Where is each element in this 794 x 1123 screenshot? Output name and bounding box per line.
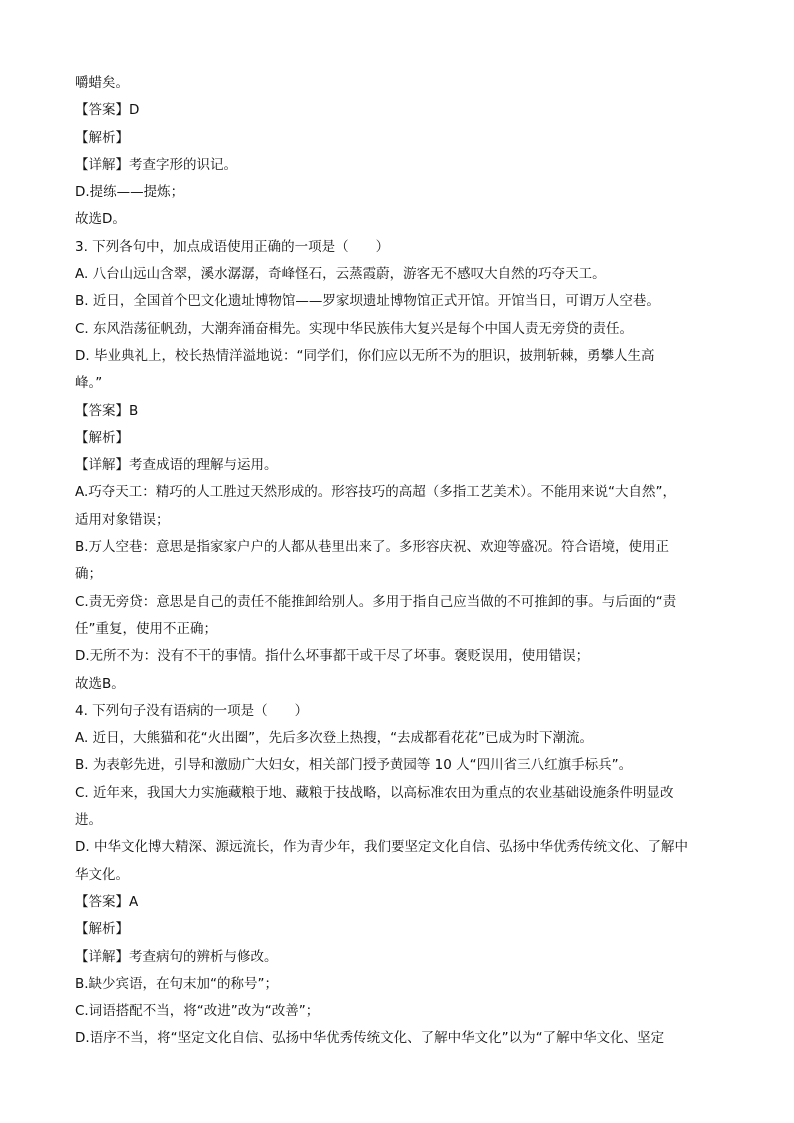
explain-4d: D.语序不当，将“坚定文化自信、弘扬中华优秀传统文化、了解中华文化”以为“了解中华文化、坚定 — [75, 1030, 665, 1047]
question-3-option-c: C. 东风浩荡征帆劲，大潮奔涌奋楫先。实现中华民族伟大复兴是每个中国人责无旁贷的责任。 — [75, 320, 634, 337]
question-3-option-d: D. 毕业典礼上，校长热情洋溢地说：“同学们，你们应以无所不为的胆识，披荆斩棘，勇攀人生高 — [75, 347, 655, 364]
question-4-option-d: D. 中华文化博大精深、源远流长，作为青少年，我们要坚定文化自信、弘扬中华优秀传统文化、了解中 — [75, 839, 688, 856]
detail-line-4: 【详解】考查病句的辨析与修改。 — [75, 948, 278, 965]
question-4-option-b: B. 为表彰先进，引导和激励广大妇女，相关部门授予黄园等 10 人“四川省三八红旗手标兵”。 — [75, 757, 633, 774]
question-4-option-c-cont: 进。 — [75, 812, 102, 829]
explain-3a-cont: 适用对象错误； — [75, 511, 170, 528]
explain-3b-cont: 确； — [75, 566, 102, 583]
question-3-option-b: B. 近日，全国首个巴文化遗址博物馆——罗家坝遗址博物馆正式开馆。开馆当日，可谓万人空巷。 — [75, 293, 660, 310]
question-4-option-a: A. 近日，大熊猫和花“火出圈”，先后多次登上热搜，“去成都看花花”已成为时下潮流。 — [75, 730, 594, 747]
analysis-label-4: 【解析】 — [75, 921, 129, 938]
detail-line-2: 【详解】考查字形的识记。 — [75, 156, 237, 173]
text-line-1: 嚼蜡矣。 — [75, 75, 129, 91]
question-3-option-d-cont: 峰。” — [75, 375, 103, 392]
conclusion-2: 故选D。 — [75, 211, 126, 228]
analysis-label-2: 【解析】 — [75, 129, 129, 146]
answer-label-4: 【答案】A — [75, 893, 139, 910]
detail-line-3: 【详解】考查成语的理解与运用。 — [75, 457, 278, 474]
question-4-stem: 4. 下列句子没有语病的一项是（ ） — [75, 702, 309, 719]
question-3-stem: 3. 下列各句中，加点成语使用正确的一项是（ ） — [75, 238, 390, 255]
explain-4c: C.词语搭配不当，将“改进”改为“改善”； — [75, 1003, 320, 1020]
question-4-option-d-cont: 华文化。 — [75, 866, 129, 883]
explain-3d: D.无所不为：没有不干的事情。指什么坏事都干或干尽了坏事。褒贬误用，使用错误； — [75, 648, 590, 665]
text-line-5: D.提练——提炼； — [75, 184, 185, 201]
answer-label-3: 【答案】B — [75, 402, 139, 419]
question-3-option-a: A. 八台山远山含翠，溪水潺潺，奇峰怪石，云蒸霞蔚，游客无不感叹大自然的巧夺天工。 — [75, 266, 606, 283]
explain-3a: A.巧夺天工：精巧的人工胜过天然形成的。形容技巧的高超（多指工艺美术）。不能用来说“大自然”， — [75, 484, 677, 501]
explain-3b: B.万人空巷：意思是指家家户户的人都从巷里出来了。多形容庆祝、欢迎等盛况。符合语境，使用正 — [75, 539, 670, 556]
analysis-label-3: 【解析】 — [75, 429, 129, 446]
explain-3c: C.责无旁贷：意思是自己的责任不能推卸给别人。多用于指自己应当做的不可推卸的事。与后面的“责 — [75, 593, 677, 610]
answer-label-2: 【答案】D — [75, 102, 140, 119]
conclusion-3: 故选B。 — [75, 675, 125, 692]
explain-3c-cont: 任”重复，使用不正确； — [75, 620, 217, 637]
document-page — [75, 70, 720, 1053]
question-4-option-c: C. 近年来，我国大力实施藏粮于地、藏粮于技战略，以高标准农田为重点的农业基础设施条件明显改 — [75, 784, 674, 801]
explain-4b: B.缺少宾语，在句末加“的称号”； — [75, 975, 279, 992]
